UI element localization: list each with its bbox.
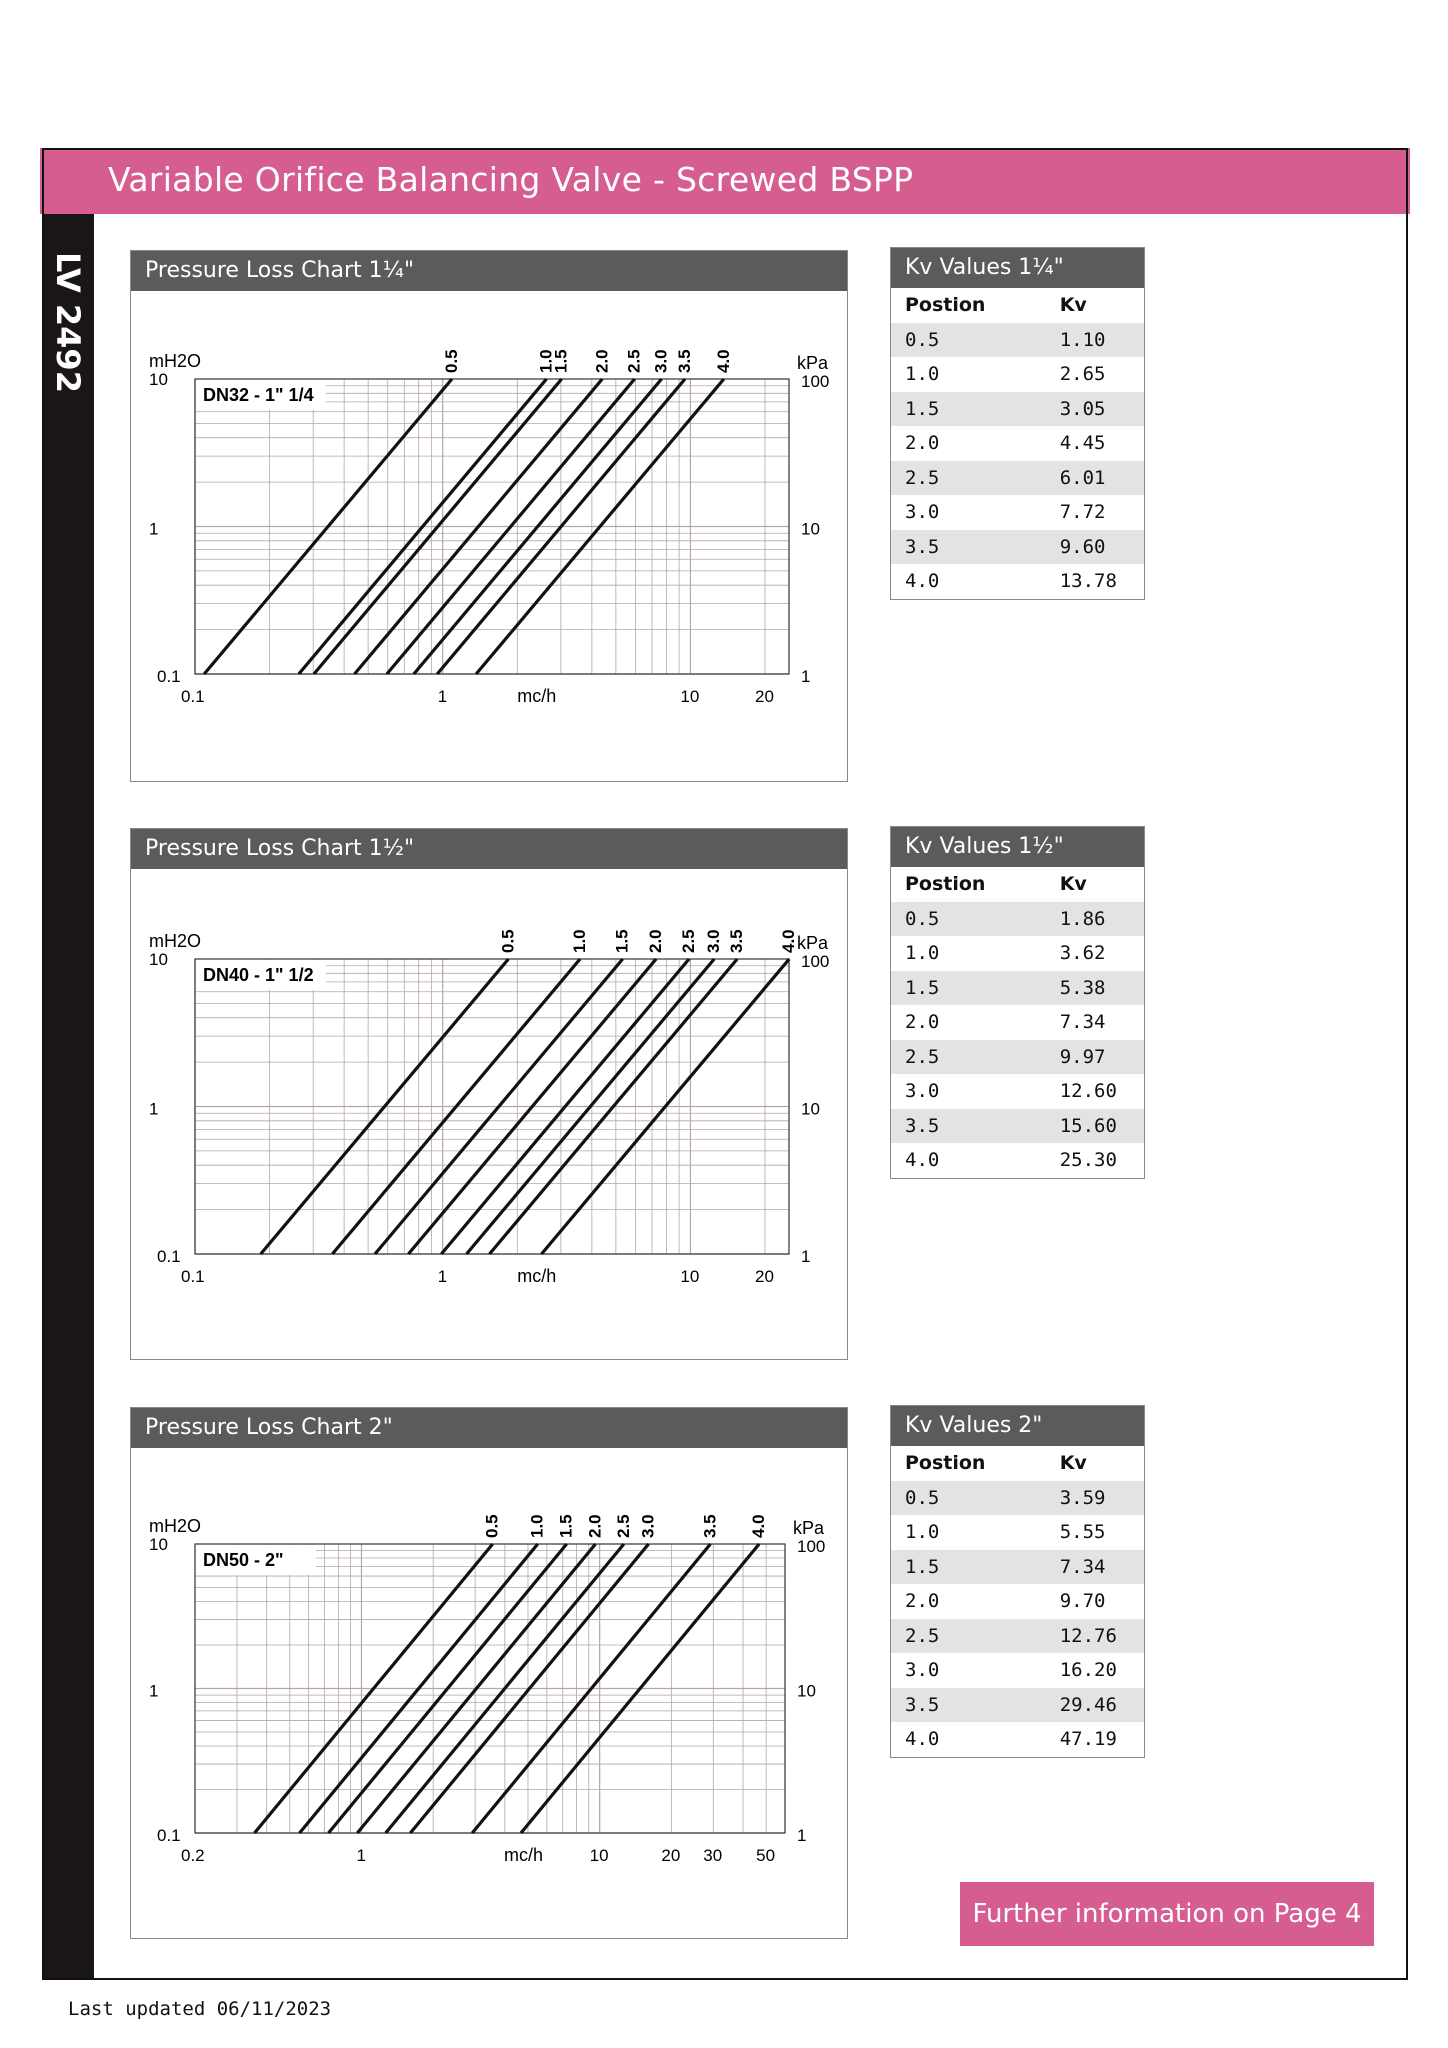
series-label-3.0: 3.0 xyxy=(704,929,724,953)
kv-value-cell: 12.60 xyxy=(1059,1080,1117,1103)
kv-table-title: Kv Values 2" xyxy=(891,1406,1144,1446)
y-axis-label-right: kPa xyxy=(797,933,829,953)
kv-value-cell: 1.10 xyxy=(1059,328,1106,351)
pressure-loss-chart-1-1-4 xyxy=(131,291,846,781)
y-axis-label-right: kPa xyxy=(797,353,829,373)
kv-table-2 xyxy=(890,1405,1145,1758)
series-label-4.0: 4.0 xyxy=(749,1514,769,1538)
kv-table-row xyxy=(891,902,1144,937)
y-tick-left: 1 xyxy=(149,519,159,539)
chart-title: Pressure Loss Chart 2" xyxy=(131,1408,847,1448)
series-label-3.5: 3.5 xyxy=(700,1514,720,1538)
kv-table-row xyxy=(891,1722,1144,1757)
kv-value-cell: 13.78 xyxy=(1059,570,1117,593)
kv-table-row xyxy=(891,1481,1144,1516)
series-label-1.0: 1.0 xyxy=(536,349,556,373)
x-tick: 10 xyxy=(680,687,700,706)
y-axis-label-left: mH2O xyxy=(149,931,202,951)
x-tick: 0.1 xyxy=(181,1267,205,1286)
kv-header-position: Postion xyxy=(905,294,986,317)
y-axis-label-left: mH2O xyxy=(149,1516,202,1536)
x-tick: 10 xyxy=(680,1267,700,1286)
x-tick: 1 xyxy=(437,687,448,706)
kv-position-cell: 0.5 xyxy=(905,1486,940,1509)
kv-position-cell: 2.0 xyxy=(905,432,940,455)
series-label-3.5: 3.5 xyxy=(674,349,694,373)
further-info-button[interactable]: Further information on Page 4 xyxy=(960,1882,1374,1946)
kv-value-cell: 9.70 xyxy=(1059,1590,1106,1613)
x-tick: 20 xyxy=(754,1267,774,1286)
kv-table-row xyxy=(891,1515,1144,1550)
kv-position-cell: 3.5 xyxy=(905,1114,940,1137)
kv-position-cell: 1.5 xyxy=(905,397,940,420)
kv-header-kv: Kv xyxy=(1059,1452,1087,1475)
kv-value-cell: 5.38 xyxy=(1059,976,1106,999)
kv-table-row xyxy=(891,1040,1144,1075)
kv-header-kv: Kv xyxy=(1059,873,1087,896)
y-tick-left: 10 xyxy=(149,950,168,969)
y-axis-label-right: kPa xyxy=(793,1518,825,1538)
kv-table-row xyxy=(891,1550,1144,1585)
side-strip xyxy=(44,214,94,1978)
kv-table-row xyxy=(891,530,1144,565)
page-title: Variable Orifice Balancing Valve - Screwed BSPP xyxy=(108,160,914,199)
pressure-loss-chart-1-1-2 xyxy=(131,869,846,1359)
kv-table-row xyxy=(891,1653,1144,1688)
y-tick-right: 100 xyxy=(801,372,830,391)
y-axis-label-left: mH2O xyxy=(149,351,202,371)
y-tick-left: 1 xyxy=(149,1681,159,1701)
kv-table-row xyxy=(891,495,1144,530)
series-label-2.0: 2.0 xyxy=(592,349,612,373)
y-tick-left: 10 xyxy=(149,1535,168,1554)
kv-value-cell: 2.65 xyxy=(1059,363,1106,386)
y-tick-right: 1 xyxy=(797,1826,807,1845)
kv-table-row xyxy=(891,1619,1144,1654)
kv-table-row xyxy=(891,1143,1144,1178)
kv-position-cell: 3.0 xyxy=(905,1659,940,1682)
x-tick: 20 xyxy=(754,687,774,706)
kv-value-cell: 47.19 xyxy=(1059,1728,1117,1751)
series-label-2.5: 2.5 xyxy=(613,1514,633,1538)
kv-table-1-1-4 xyxy=(890,247,1145,600)
kv-value-cell: 4.45 xyxy=(1059,432,1106,455)
y-tick-right: 10 xyxy=(801,519,820,539)
x-tick: 0.1 xyxy=(181,687,205,706)
x-axis-label: mc/h xyxy=(517,686,557,706)
kv-table-row xyxy=(891,323,1144,358)
chart-panel-1-1-2 xyxy=(130,828,848,1360)
y-tick-right: 1 xyxy=(801,667,811,686)
kv-table-header xyxy=(891,288,1144,323)
y-tick-left: 0.1 xyxy=(157,1826,181,1845)
x-tick: 1 xyxy=(437,1267,448,1286)
kv-value-cell: 25.30 xyxy=(1059,1149,1117,1172)
kv-position-cell: 2.5 xyxy=(905,1624,940,1647)
y-tick-right: 10 xyxy=(801,1099,820,1119)
kv-table-header xyxy=(891,1446,1144,1481)
kv-value-cell: 29.46 xyxy=(1059,1693,1117,1716)
y-tick-left: 0.1 xyxy=(157,667,181,686)
inset-label: DN32 - 1" 1/4 xyxy=(203,385,314,405)
x-tick: 30 xyxy=(703,1846,723,1865)
series-label-1.5: 1.5 xyxy=(551,349,571,373)
kv-value-cell: 3.62 xyxy=(1059,942,1106,965)
kv-position-cell: 3.5 xyxy=(905,535,940,558)
kv-table-row xyxy=(891,392,1144,427)
y-tick-right: 100 xyxy=(797,1537,826,1556)
kv-position-cell: 3.5 xyxy=(905,1693,940,1716)
kv-table-row xyxy=(891,1109,1144,1144)
y-tick-left: 1 xyxy=(149,1099,159,1119)
kv-position-cell: 2.5 xyxy=(905,466,940,489)
kv-header-position: Postion xyxy=(905,873,986,896)
x-tick: 10 xyxy=(589,1846,609,1865)
kv-value-cell: 7.34 xyxy=(1059,1011,1106,1034)
chart-panel-1-1-4 xyxy=(130,250,848,782)
series-label-3.0: 3.0 xyxy=(651,349,671,373)
inset-label: DN50 - 2" xyxy=(203,1550,284,1570)
kv-table-header xyxy=(891,867,1144,902)
kv-position-cell: 2.0 xyxy=(905,1011,940,1034)
y-tick-left: 10 xyxy=(149,370,168,389)
kv-position-cell: 2.0 xyxy=(905,1590,940,1613)
kv-position-cell: 1.5 xyxy=(905,976,940,999)
pressure-loss-chart-2 xyxy=(131,1448,846,1938)
kv-value-cell: 12.76 xyxy=(1059,1624,1117,1647)
kv-value-cell: 3.05 xyxy=(1059,397,1106,420)
kv-table-row xyxy=(891,564,1144,599)
x-tick: 20 xyxy=(661,1846,681,1865)
x-tick: 50 xyxy=(756,1846,776,1865)
kv-position-cell: 4.0 xyxy=(905,1728,940,1751)
x-tick: 0.2 xyxy=(181,1846,205,1865)
y-tick-right: 10 xyxy=(797,1681,816,1701)
kv-value-cell: 9.97 xyxy=(1059,1045,1106,1068)
kv-table-row xyxy=(891,1005,1144,1040)
series-label-1.5: 1.5 xyxy=(556,1514,576,1538)
x-axis-label: mc/h xyxy=(503,1845,543,1865)
last-updated: Last updated 06/11/2023 xyxy=(68,1998,332,2020)
kv-position-cell: 1.0 xyxy=(905,942,940,965)
series-label-0.5: 0.5 xyxy=(482,1514,502,1538)
series-label-2.0: 2.0 xyxy=(585,1514,605,1538)
kv-position-cell: 0.5 xyxy=(905,907,940,930)
kv-position-cell: 0.5 xyxy=(905,328,940,351)
kv-position-cell: 3.0 xyxy=(905,1080,940,1103)
inset-label: DN40 - 1" 1/2 xyxy=(203,965,314,985)
chart-title: Pressure Loss Chart 1½" xyxy=(131,829,847,869)
series-label-4.0: 4.0 xyxy=(713,349,733,373)
kv-value-cell: 7.72 xyxy=(1059,501,1106,524)
kv-position-cell: 3.0 xyxy=(905,501,940,524)
series-label-1.0: 1.0 xyxy=(527,1514,547,1538)
series-label-1.0: 1.0 xyxy=(570,929,590,953)
y-tick-left: 0.1 xyxy=(157,1247,181,1266)
kv-position-cell: 1.0 xyxy=(905,1521,940,1544)
series-label-2.5: 2.5 xyxy=(624,349,644,373)
kv-value-cell: 6.01 xyxy=(1059,466,1106,489)
kv-value-cell: 3.59 xyxy=(1059,1486,1106,1509)
chart-panel-2 xyxy=(130,1407,848,1939)
kv-value-cell: 16.20 xyxy=(1059,1659,1117,1682)
kv-header-kv: Kv xyxy=(1059,294,1087,317)
kv-header-position: Postion xyxy=(905,1452,986,1475)
series-label-4.0: 4.0 xyxy=(779,929,799,953)
kv-value-cell: 1.86 xyxy=(1059,907,1106,930)
y-tick-right: 100 xyxy=(801,952,830,971)
kv-table-row xyxy=(891,936,1144,971)
kv-position-cell: 1.0 xyxy=(905,363,940,386)
x-axis-label: mc/h xyxy=(517,1266,557,1286)
kv-value-cell: 15.60 xyxy=(1059,1114,1117,1137)
series-label-0.5: 0.5 xyxy=(441,349,461,373)
kv-position-cell: 1.5 xyxy=(905,1555,940,1578)
kv-table-row xyxy=(891,426,1144,461)
kv-value-cell: 5.55 xyxy=(1059,1521,1106,1544)
series-label-3.5: 3.5 xyxy=(727,929,747,953)
kv-value-cell: 9.60 xyxy=(1059,535,1106,558)
kv-table-row xyxy=(891,1074,1144,1109)
chart-title: Pressure Loss Chart 1¼" xyxy=(131,251,847,291)
kv-position-cell: 2.5 xyxy=(905,1045,940,1068)
series-label-1.5: 1.5 xyxy=(612,929,632,953)
kv-table-row xyxy=(891,1584,1144,1619)
series-label-2.0: 2.0 xyxy=(646,929,666,953)
kv-table-row xyxy=(891,357,1144,392)
kv-table-1-1-2 xyxy=(890,826,1145,1179)
kv-table-row xyxy=(891,461,1144,496)
series-label-0.5: 0.5 xyxy=(498,929,518,953)
kv-table-title: Kv Values 1¼" xyxy=(891,248,1144,288)
y-tick-right: 1 xyxy=(801,1247,811,1266)
kv-position-cell: 4.0 xyxy=(905,570,940,593)
kv-table-row xyxy=(891,1688,1144,1723)
product-code: LV 2492 xyxy=(49,252,87,393)
series-label-3.0: 3.0 xyxy=(638,1514,658,1538)
kv-position-cell: 4.0 xyxy=(905,1149,940,1172)
kv-table-title: Kv Values 1½" xyxy=(891,827,1144,867)
x-tick: 1 xyxy=(356,1846,366,1865)
kv-table-row xyxy=(891,971,1144,1006)
series-label-2.5: 2.5 xyxy=(679,929,699,953)
kv-value-cell: 7.34 xyxy=(1059,1555,1106,1578)
